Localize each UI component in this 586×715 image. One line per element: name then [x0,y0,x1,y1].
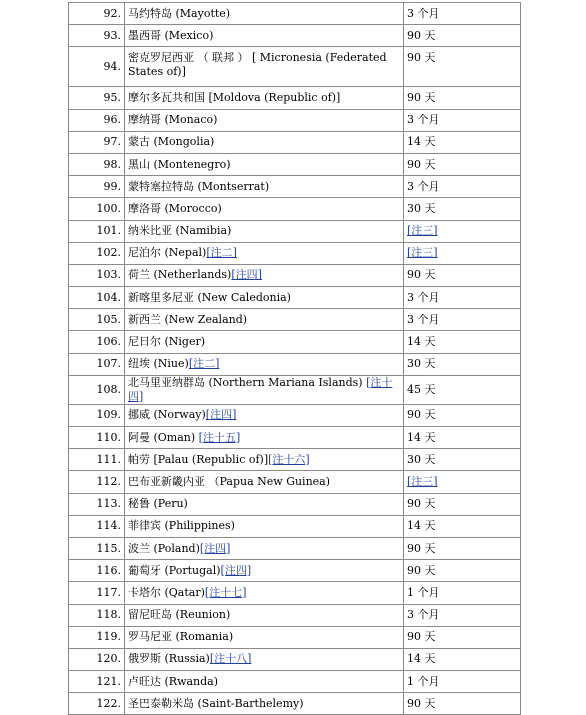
visa-exemption-table [68,2,521,715]
country-cell [125,220,404,242]
stay-period-cell: 3 个月 [404,3,521,25]
row-number: 104. [69,287,125,309]
stay-period-cell: 90 天 [404,560,521,582]
country-cell [125,25,404,47]
stay-period-cell [404,242,521,264]
stay-period-cell: 14 天 [404,515,521,537]
row-number: 100. [69,198,125,220]
country-cell [125,109,404,131]
table-row [69,331,521,353]
country-cell [125,242,404,264]
country-cell [125,693,404,715]
table-row [69,471,521,493]
stay-period-cell: 90 天 [404,25,521,47]
stay-period-cell: 3 个月 [404,309,521,331]
row-number: 96. [69,109,125,131]
table-row [69,287,521,309]
note-link[interactable]: [注十七] [204,585,247,599]
table-row [69,353,521,375]
country-name: 尼泊尔 (Nepal) [128,246,207,260]
stay-note-link[interactable]: [注三] [407,224,438,238]
country-cell [125,582,404,604]
country-cell [125,198,404,220]
table-row [69,449,521,471]
row-number: 99. [69,176,125,198]
row-number: 93. [69,25,125,47]
country-cell [125,449,404,471]
row-number: 92. [69,3,125,25]
country-cell [125,264,404,286]
row-number: 107. [69,353,125,375]
note-link[interactable]: [注十四] [128,375,393,403]
row-number: 117. [69,582,125,604]
country-cell [125,515,404,537]
stay-period-cell: 1 个月 [404,582,521,604]
country-cell [125,471,404,493]
stay-period-cell: 90 天 [404,537,521,559]
row-number: 110. [69,427,125,449]
country-cell [125,404,404,426]
note-link[interactable]: [注四] [220,563,252,577]
country-name: 荷兰 (Netherlands) [128,268,232,282]
row-number: 115. [69,537,125,559]
country-name: 波兰 (Poland) [128,541,200,555]
row-number: 118. [69,604,125,626]
stay-period-cell: 14 天 [404,648,521,670]
country-cell [125,331,404,353]
table-row [69,220,521,242]
row-number: 108. [69,375,125,404]
stay-period-cell: 90 天 [404,626,521,648]
country-name: 新西兰 (New Zealand) [128,312,248,326]
table-row [69,671,521,693]
country-name: 墨西哥 (Mexico) [128,28,214,42]
country-cell [125,671,404,693]
country-name: 留尼旺岛 (Reunion) [128,608,231,622]
table-row [69,626,521,648]
country-cell [125,560,404,582]
country-name: 罗马尼亚 (Romania) [128,630,234,644]
country-name: 葡萄牙 (Portugal) [128,563,221,577]
country-name: 俄罗斯 (Russia) [128,652,210,666]
country-name: 圣巴泰勒米岛 (Saint-Barthelemy) [128,696,304,710]
country-name: 卢旺达 (Rwanda) [128,674,219,688]
stay-period-cell: 14 天 [404,331,521,353]
note-link[interactable]: [注四] [205,408,237,422]
table-row [69,560,521,582]
country-name: 帕劳 [Palau (Republic of)] [128,452,269,466]
row-number: 116. [69,560,125,582]
country-cell [125,3,404,25]
country-name: 菲律宾 (Philippines) [128,519,235,533]
row-number: 101. [69,220,125,242]
stay-period-cell: 14 天 [404,427,521,449]
stay-period-cell: 90 天 [404,47,521,87]
table-row [69,515,521,537]
country-cell [125,309,404,331]
table-row [69,176,521,198]
row-number: 105. [69,309,125,331]
table-row [69,242,521,264]
country-cell [125,87,404,109]
note-link[interactable]: [注十五] [198,430,241,444]
country-cell [125,176,404,198]
row-number: 114. [69,515,125,537]
country-cell [125,648,404,670]
table-row [69,198,521,220]
table-row [69,47,521,87]
note-link[interactable]: [注四] [199,541,231,555]
stay-period-cell: 3 个月 [404,109,521,131]
country-name: 密克罗尼西亚 （ 联邦 ） [ Micronesia (Federated States of)] [128,51,387,79]
table-row [69,582,521,604]
country-cell [125,626,404,648]
row-number: 95. [69,87,125,109]
table-row [69,693,521,715]
stay-note-link[interactable]: [注三] [407,474,438,488]
stay-period-cell: 3 个月 [404,176,521,198]
table-row [69,309,521,331]
table-row [69,153,521,175]
country-cell [125,537,404,559]
table-row [69,375,521,404]
table-row [69,604,521,626]
table-row [69,25,521,47]
stay-period-cell [404,471,521,493]
country-cell [125,47,404,87]
stay-note-link[interactable]: [注三] [407,246,438,260]
country-cell [125,353,404,375]
row-number: 119. [69,626,125,648]
note-link[interactable]: [注十八] [209,652,252,666]
row-number: 109. [69,404,125,426]
stay-period-cell [404,220,521,242]
country-cell [125,604,404,626]
country-name: 蒙古 (Mongolia) [128,135,215,149]
stay-period-cell: 90 天 [404,87,521,109]
stay-period-cell: 30 天 [404,198,521,220]
stay-period-cell: 90 天 [404,153,521,175]
country-name: 摩纳哥 (Monaco) [128,113,218,127]
table-row [69,109,521,131]
country-name: 挪威 (Norway) [128,408,206,422]
row-number: 97. [69,131,125,153]
table-row [69,493,521,515]
country-name: 纽埃 (Niue) [128,357,189,371]
stay-period-cell: 30 天 [404,353,521,375]
country-name: 纳米比亚 (Namibia) [128,224,232,238]
country-name: 北马里亚纳群岛 (Northern Mariana Islands) [128,375,367,389]
country-name: 新喀里多尼亚 (New Caledonia) [128,290,291,304]
stay-period-cell: 14 天 [404,131,521,153]
country-name: 卡塔尔 (Qatar) [128,585,205,599]
row-number: 102. [69,242,125,264]
row-number: 113. [69,493,125,515]
country-cell [125,375,404,404]
row-number: 111. [69,449,125,471]
country-name: 摩尔多瓦共和国 [Moldova (Republic of)] [128,90,341,104]
row-number: 120. [69,648,125,670]
table-row [69,131,521,153]
country-cell [125,427,404,449]
table-row [69,87,521,109]
country-cell [125,287,404,309]
row-number: 122. [69,693,125,715]
stay-period-cell: 1 个月 [404,671,521,693]
stay-period-cell: 90 天 [404,404,521,426]
note-link[interactable]: [注四] [231,268,262,282]
table-row [69,404,521,426]
note-link[interactable]: [注十六] [268,452,310,466]
row-number: 112. [69,471,125,493]
row-number: 98. [69,153,125,175]
country-name: 马约特岛 (Mayotte) [128,6,231,20]
country-cell [125,153,404,175]
table-row [69,648,521,670]
country-name: 秘鲁 (Peru) [128,497,188,511]
note-link[interactable]: [注二] [188,357,220,371]
stay-period-cell: 90 天 [404,693,521,715]
country-name: 巴布亚新畿内亚 （Papua New Guinea) [128,474,331,488]
stay-period-cell: 3 个月 [404,287,521,309]
country-name: 阿曼 (Oman) [128,430,199,444]
country-name: 黑山 (Montenegro) [128,157,231,171]
row-number: 121. [69,671,125,693]
stay-period-cell: 90 天 [404,264,521,286]
table-row [69,427,521,449]
table-body [69,3,521,715]
table-row [69,3,521,25]
country-name: 尼日尔 (Niger) [128,335,206,349]
country-cell [125,131,404,153]
note-link[interactable]: [注二] [206,246,237,260]
row-number: 106. [69,331,125,353]
table-row [69,537,521,559]
stay-period-cell: 45 天 [404,375,521,404]
country-name: 摩洛哥 (Morocco) [128,201,222,215]
country-cell [125,493,404,515]
stay-period-cell: 3 个月 [404,604,521,626]
table-row [69,264,521,286]
country-name: 蒙特塞拉特岛 (Montserrat) [128,179,270,193]
row-number: 103. [69,264,125,286]
stay-period-cell: 30 天 [404,449,521,471]
row-number: 94. [69,47,125,87]
stay-period-cell: 90 天 [404,493,521,515]
